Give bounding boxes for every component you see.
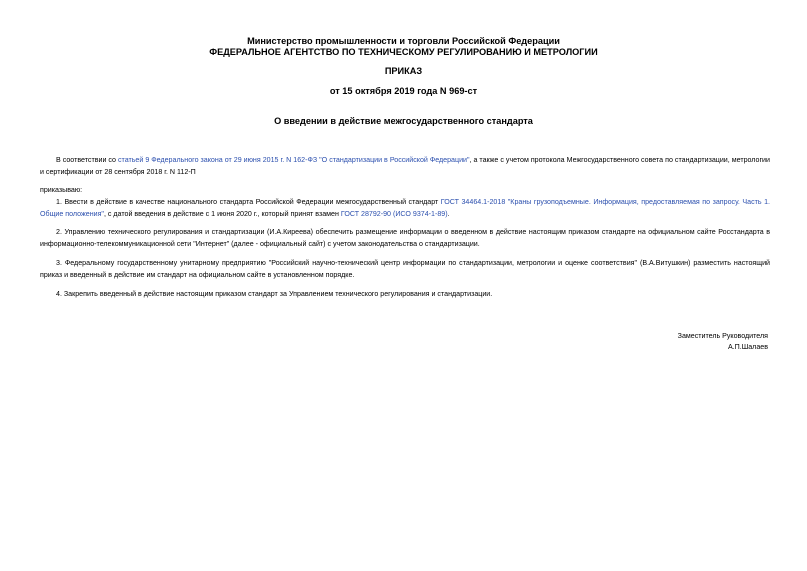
signatory-position: Заместитель Руководителя <box>677 332 768 340</box>
preamble-tail: , а также с учетом протокола Межгосударственного совета по стандартизации, метрологии и сертификации от 28 сентября 2018 г. N 112-П <box>40 156 770 176</box>
agency-name: ФЕДЕРАЛЬНОЕ АГЕНТСТВО ПО ТЕХНИЧЕСКОМУ РЕГУЛИРОВАНИЮ И МЕТРОЛОГИИ <box>209 47 598 57</box>
item3-text: 3. Федеральному государственному унитарному предприятию "Российский научно-технический центр информации по стандартизации, метрологии и оценке соответствия" (В.А.Витушкин) разместить настоящий приказ и введенный в действие им стандарт на официальном сайте в установленном порядке. <box>40 259 770 279</box>
item-3 <box>40 258 770 281</box>
signatory-name: А.П.Шалаев <box>727 343 768 351</box>
preamble <box>40 155 770 178</box>
preamble-lead: В соответствии со <box>56 156 118 164</box>
document-type: ПРИКАЗ <box>384 66 423 76</box>
item4-text: 4. Закрепить введенный в действие настоящим приказом стандарт за Управлением технического регулирования и стандартизации. <box>56 290 493 298</box>
item1-tail: . <box>447 209 450 218</box>
item-1 <box>40 197 770 220</box>
document-title: О введении в действие межгосударственного стандарта <box>274 116 533 126</box>
item1-mid: , с датой введения в действие с 1 июня 2020 г., который принят взамен <box>103 209 341 218</box>
ministry-name: Министерство промышленности и торговли Российской Федерации <box>247 36 560 46</box>
law-link[interactable]: статьей 9 Федерального закона от 29 июня 2015 г. N 162-ФЗ "О стандартизации в Российской Федерации" <box>117 156 470 164</box>
item2-text: 2. Управлению технического регулирования и стандартизации (И.А.Киреева) обеспечить размещение информации о введенном в действие настоящим приказом стандарте на официальном сайте Росстандарта в информационно-телекоммуникационной сети "Интернет" (далее - официальный сайт) с учетом законодательства о стандартизации. <box>40 228 770 248</box>
document-date: от 15 октября 2019 года N 969-ст <box>329 86 478 96</box>
item1-lead: 1. Ввести в действие в качестве национального стандарта Российской Федерации межгосударственный стандарт <box>56 198 441 206</box>
gost-28792-link[interactable]: ГОСТ 28792-90 (ИСО 9374-1-89) <box>340 209 448 218</box>
order-word: приказываю: <box>40 186 83 194</box>
gost-34464-link[interactable]: ГОСТ 34464.1-2018 "Краны грузоподъемные. Информация, предоставляемая по запросу. Часть 1. Общие положения" <box>40 198 770 218</box>
item-4 <box>40 289 770 301</box>
item-2 <box>40 227 770 250</box>
